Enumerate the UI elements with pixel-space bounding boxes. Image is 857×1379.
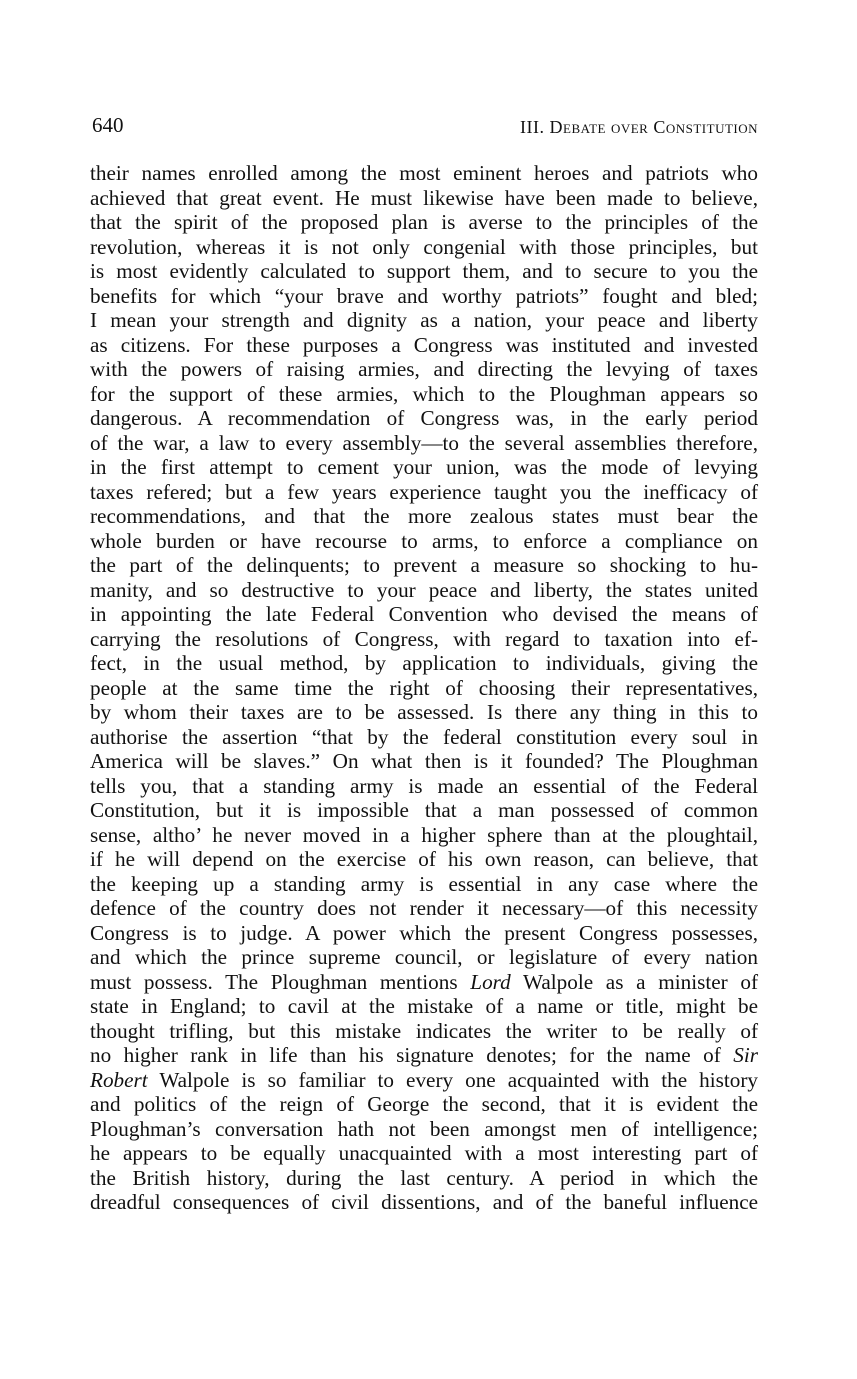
text-line [90,1190,758,1215]
text-line [90,406,758,431]
text-segment: Walpole as a minister of [510,969,759,994]
text-segment: in appointing the late Federal Convention who devised the means of [90,602,758,626]
text-line [90,970,758,995]
text-segment: of the war, a law to every assembly—to the several assemblies therefore, [90,430,758,455]
text-line [90,1092,758,1117]
text-segment: as citizens. For these purposes a Congress was instituted and invested [90,332,758,357]
text-segment: dangerous. A recommendation of Congress was, in the early period [90,406,758,430]
text-line [90,896,758,921]
text-line [90,872,758,897]
text-line [90,431,758,456]
text-segment: people at the same time the right of choosing their representatives, [90,675,758,700]
italic-text: Lord [470,969,511,994]
italic-text: Robert [90,1067,148,1092]
text-segment: dreadful consequences of civil dissentions, and of the baneful influence [90,1190,758,1214]
text-line [90,504,758,529]
text-line [90,1117,758,1142]
text-line [90,382,758,407]
text-segment: achieved that great event. He must likewise have been made to believe, [90,185,758,210]
text-line [90,725,758,750]
text-segment: is most evidently calculated to support them, and to secure to you the [90,259,758,283]
text-segment: state in England; to cavil at the mistake of a name or title, might be [90,994,758,1018]
text-segment: fect, in the usual method, by application to individuals, giving the [90,651,758,675]
text-line [90,602,758,627]
text-segment: the British history, during the last century. A period in which the [90,1165,758,1190]
text-segment: their names enrolled among the most eminent heroes and patriots who [90,161,758,185]
text-segment: Walpole is so familiar to every one acquainted with the history [147,1067,758,1092]
text-line [90,480,758,505]
text-line [90,333,758,358]
section-title: III. Debate over Constitution [520,117,758,137]
body-text [90,161,758,1215]
text-line [90,627,758,652]
text-line [90,651,758,676]
text-line [90,1141,758,1166]
text-segment: defence of the country does not render it necessary—of this necessity [90,896,758,920]
text-segment: Ploughman’s conversation hath not been amongst men of intelligence; [90,1116,758,1141]
text-segment: and politics of the reign of George the second, that it is evident the [90,1092,758,1116]
text-segment: America will be slaves.” On what then is it founded? The Ploughman [90,749,758,773]
text-segment: and which the prince supreme council, or legislature of every nation [90,945,758,969]
text-line [90,308,758,333]
text-line [90,994,758,1019]
text-line [90,1019,758,1044]
text-segment: the part of the delinquents; to prevent a measure so shocking to hu- [90,553,758,577]
text-line [90,847,758,872]
text-line [90,284,758,309]
text-line [90,749,758,774]
text-segment: whole burden or have recourse to arms, to enforce a compliance on [90,528,758,553]
text-segment: carrying the resolutions of Congress, with regard to taxation into ef- [90,626,758,651]
text-segment: the keeping up a standing army is essential in any case where the [90,871,758,896]
text-line [90,823,758,848]
text-line [90,357,758,382]
text-line [90,1068,758,1093]
text-segment: Constitution, but it is impossible that a man possessed of common [90,798,758,822]
text-line [90,259,758,284]
text-line [90,676,758,701]
text-segment: Congress is to judge. A power which the present Congress possesses, [90,920,758,945]
text-line [90,553,758,578]
text-segment: authorise the assertion “that by the federal constitution every soul in [90,724,758,749]
text-segment: manity, and so destructive to your peace and liberty, the states united [90,577,758,602]
text-line [90,186,758,211]
running-head [92,112,758,140]
text-line [90,1166,758,1191]
text-line [90,700,758,725]
text-line [90,235,758,260]
italic-text: Sir [733,1043,758,1067]
text-segment: benefits for which “your brave and worthy patriots” fought and bled; [90,283,758,308]
text-segment: taxes refered; but a few years experience taught you the inefficacy of [90,479,758,504]
text-line [90,578,758,603]
text-segment: with the powers of raising armies, and directing the levying of taxes [90,357,758,381]
text-line [90,945,758,970]
text-segment: I mean your strength and dignity as a nation, your peace and liberty [90,308,758,332]
text-segment: recommendations, and that the more zealous states must bear the [90,504,758,528]
text-line [90,161,758,186]
text-line [90,798,758,823]
text-segment: tells you, that a standing army is made an essential of the Federal [90,773,758,798]
text-segment: in the first attempt to cement your union, was the mode of levying [90,455,758,479]
text-segment: revolution, whereas it is not only congenial with those principles, but [90,234,758,259]
text-segment: that the spirit of the proposed plan is averse to the principles of the [90,210,758,234]
text-segment: no higher rank in life than his signature denotes; for the name of [90,1043,734,1067]
text-segment: if he will depend on the exercise of his own reason, can believe, that [90,847,758,871]
page-number: 640 [92,113,124,137]
text-line [90,529,758,554]
text-segment: for the support of these armies, which to the Ploughman appears so [90,381,758,406]
text-line [90,774,758,799]
text-line [90,210,758,235]
text-line [90,455,758,480]
text-line [90,921,758,946]
text-segment: sense, altho’ he never moved in a higher sphere than at the ploughtail, [90,822,758,847]
text-segment: thought trifling, but this mistake indicates the writer to be really of [90,1018,758,1043]
text-segment: he appears to be equally unacquainted with a most interesting part of [90,1141,758,1165]
text-segment: by whom their taxes are to be assessed. Is there any thing in this to [90,700,758,724]
text-segment: must possess. The Ploughman mentions [90,969,471,994]
text-line [90,1043,758,1068]
